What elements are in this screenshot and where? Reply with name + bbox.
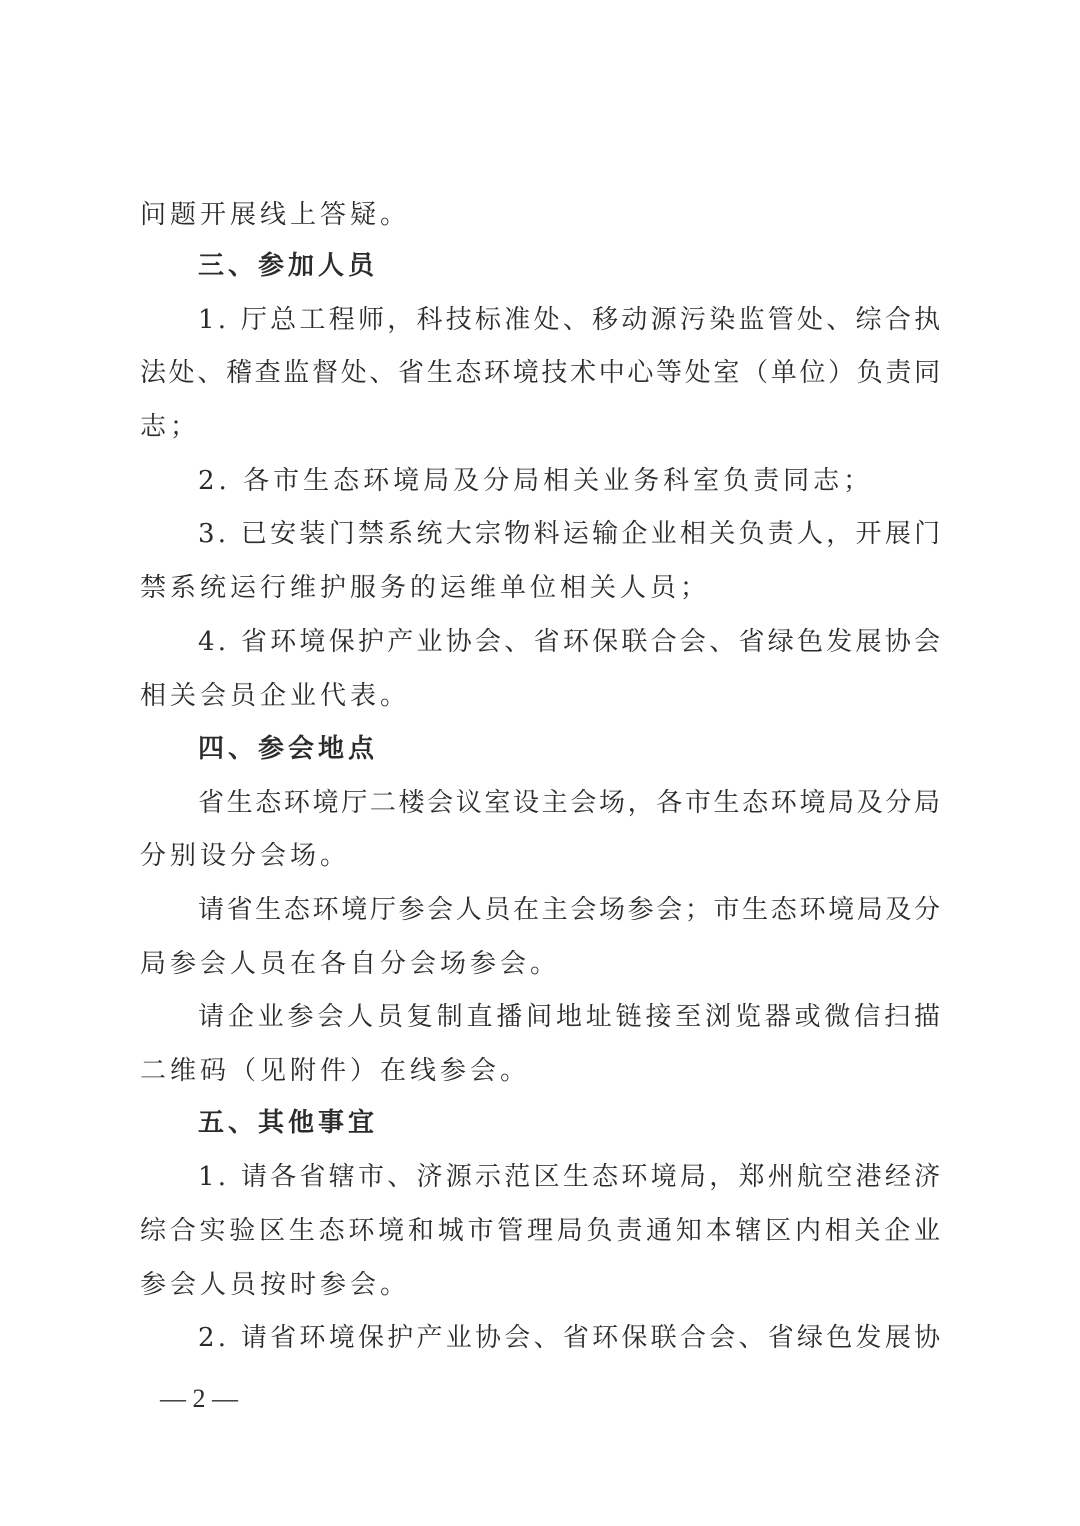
body-line-16: 请企业参会人员复制直播间地址链接至浏览器或微信扫描 bbox=[198, 1002, 944, 1032]
section-heading-venue: 四、参会地点 bbox=[198, 734, 379, 764]
body-line-1: 问题开展线上答疑。 bbox=[140, 200, 411, 230]
body-line-7: 3. 已安装门禁系统大宗物料运输企业相关负责人，开展门 bbox=[198, 519, 944, 549]
body-line-10: 相关会员企业代表。 bbox=[140, 681, 411, 711]
body-line-20: 综合实验区生态环境和城市管理局负责通知本辖区内相关企业 bbox=[140, 1216, 944, 1246]
body-line-5: 志； bbox=[140, 412, 201, 442]
body-line-3: 1. 厅总工程师，科技标准处、移动源污染监管处、综合执 bbox=[198, 305, 944, 335]
body-line-19: 1. 请各省辖市、济源示范区生态环境局，郑州航空港经济 bbox=[198, 1162, 944, 1192]
body-line-15: 局参会人员在各自分会场参会。 bbox=[140, 949, 561, 979]
body-line-13: 分别设分会场。 bbox=[140, 841, 351, 871]
body-line-6: 2. 各市生态环境局及分局相关业务科室负责同志； bbox=[198, 466, 874, 496]
body-line-17: 二维码（见附件）在线参会。 bbox=[140, 1056, 531, 1086]
body-line-21: 参会人员按时参会。 bbox=[140, 1270, 411, 1300]
body-line-22: 2. 请省环境保护产业协会、省环保联合会、省绿色发展协 bbox=[198, 1323, 944, 1353]
body-line-14: 请省生态环境厅参会人员在主会场参会；市生态环境局及分 bbox=[198, 895, 943, 925]
body-line-8: 禁系统运行维护服务的运维单位相关人员； bbox=[140, 573, 711, 603]
section-heading-participants: 三、参加人员 bbox=[198, 251, 379, 281]
body-line-12: 省生态环境厅二楼会议室设主会场，各市生态环境局及分局 bbox=[198, 788, 943, 818]
section-heading-other-matters: 五、其他事宜 bbox=[198, 1108, 379, 1138]
page-number: — 2 — bbox=[160, 1384, 238, 1413]
body-line-4: 法处、稽查监督处、省生态环境技术中心等处室（单位）负责同 bbox=[140, 358, 943, 388]
body-line-9: 4. 省环境保护产业协会、省环保联合会、省绿色发展协会 bbox=[198, 627, 944, 657]
